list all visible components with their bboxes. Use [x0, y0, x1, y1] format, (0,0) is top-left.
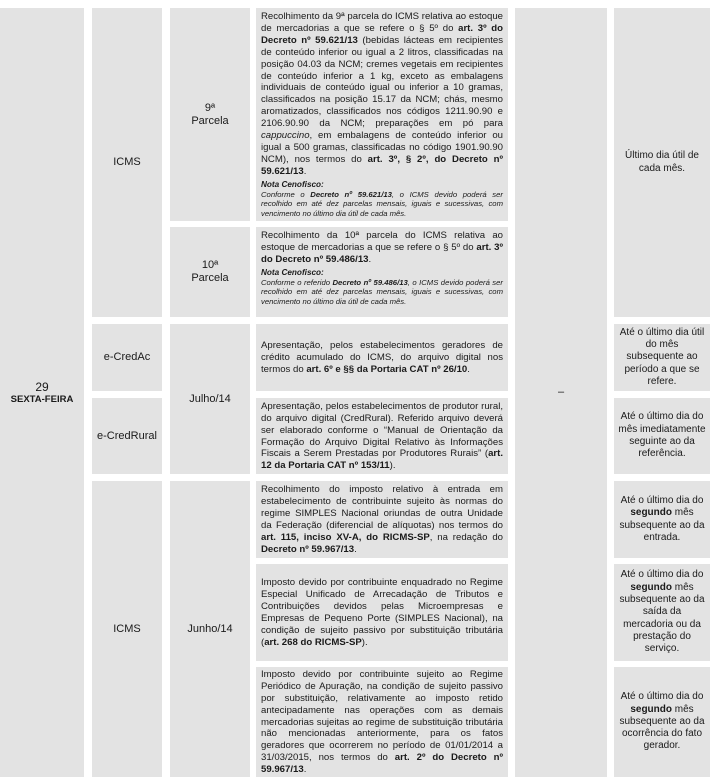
tributo-ecredac-cell: e-CredAc [92, 324, 162, 391]
tributo-icms-cell-2: ICMS [92, 481, 162, 777]
vencimento-cell-parcelas: Último dia útil de cada mês. [614, 8, 710, 317]
description-text: Recolhimento da 9ª parcela do ICMS relativa ao estoque de mercadorias a que se refere o § 5º do art. 3º do Decreto nº 59.621/13 (bebidas lácteas em recipientes de conteúdo inferior ou igual a 2 litros, classificadas na posição 04.03 da NCM; cremes vegetais em recipientes de conteúdo inferior a 1 kg, exceto as embalagens individuais de conteúdo igual ou inferior a 10 gramas, classificados na posição 15.17 da NCM; chás, mesmo aromatizados, classificados nos códigos 1211.90.90 e 2106.90.90 da NCM; preparações em pó para cappuccino, em embalagens de conteúdo inferior ou igual a 500 gramas, classificadas no código 1901.90.90 NCM), nos termos do art. 3º, § 2º, do Decreto nº 59.621/13. [261, 11, 503, 177]
periodo-parcela-10-cell [170, 227, 250, 317]
description-text: Apresentação, pelos estabelecimentos geradores de crédito acumulado do ICMS, do arquivo digital nos termos do art. 6º e §§ da Portaria CAT nº 26/10. [261, 340, 503, 375]
periodo-junho-cell: Junho/14 [170, 481, 250, 777]
date-cell [0, 8, 84, 777]
description-cell-parcela-10 [256, 227, 508, 317]
periodo-label: 9ª Parcela [191, 101, 229, 127]
description-text: Apresentação, pelos estabelecimentos de produtor rural, do arquivo digital (CredRural). Referido arquivo deverá ser elaborado conforme o “Manual de Orientação da Formação do Arquivo Digital Relativo às Informações Fiscais a Serem Prestadas por Produtores Rurais” (art. 12 da Portaria CAT nº 153/11). [261, 400, 503, 472]
date-day-number: 29 [35, 379, 49, 394]
vencimento-cell-rpa-st: Até o último dia do segundo mês subsequente ao da ocorrência do fato gerador. [614, 667, 710, 777]
periodo-julho-cell: Julho/14 [170, 324, 250, 474]
note-title: Nota Cenofisco: [261, 179, 324, 189]
tributo-ecredrural-cell: e-CredRural [92, 398, 162, 474]
vencimento-cell-simples-st: Até o último dia do segundo mês subsequente ao da saída da mercadoria ou da prestação do serviço. [614, 564, 710, 661]
date-weekday: SEXTA-FEIRA [10, 393, 74, 405]
codigo-cell: – [515, 8, 607, 777]
periodo-label: 10ª Parcela [191, 259, 229, 284]
description-cell-simples-entrada [256, 481, 508, 558]
periodo-parcela-9-cell [170, 8, 250, 221]
description-cell-rpa-st [256, 667, 508, 777]
description-text: Imposto devido por contribuinte enquadrado no Regime Especial Unificado de Arrecadação de Tributos e Contribuições devidos pelas Microempresas e Empresas de Pequeno Porte (SIMPLES Nacional), na condição de sujeito passivo por substituição tributária (art. 268 do RICMS-SP). [261, 577, 503, 648]
note-title: Nota Cenofisco: [261, 267, 324, 277]
vencimento-cell-ecredrural: Até o último dia do mês imediatamente seguinte ao da referência. [614, 398, 710, 474]
description-text: Imposto devido por contribuinte sujeito ao Regime Periódico de Apuração, na condição de sujeito passivo por substituição, relativamente ao imposto retido antecipadamente nas operações com as demais mercadorias sujeitas ao regime de substituição tributária não mencionadas anteriormente, para os fatos geradores que ocorrerem no período de 01/01/2014 a 31/03/2015, nos termos do art. 2º do Decreto nº 59.967/13. [261, 668, 503, 776]
description-text: Recolhimento do imposto relativo à entrada em estabelecimento de contribuinte sujeito às normas do regime SIMPLES Nacional oriundas de outra Unidade da Federação (diferencial de alíquotas) nos termos do art. 115, inciso XV-A, do RICMS-SP, na redação do Decreto nº 59.967/13. [261, 484, 503, 555]
note-text: Conforme o referido Decreto nº 59.486/13, o ICMS devido poderá ser recolhido em até dez parcelas mensais, iguais e sucessivas, com vencimento no último dia útil de cada mês. [261, 277, 503, 306]
tributo-icms-cell: ICMS [92, 8, 162, 317]
vencimento-cell-simples-entrada: Até o último dia do segundo mês subsequente ao da entrada. [614, 481, 710, 558]
note-text: Conforme o Decreto nº 59.621/13, o ICMS devido poderá ser recolhido em até dez parcelas mensais, iguais e sucessivas, com vencimento no último dia útil de cada mês. [261, 189, 503, 218]
description-cell-simples-st [256, 564, 508, 661]
vencimento-cell-ecredac: Até o último dia útil do mês subsequente ao período a que se refere. [614, 324, 710, 391]
description-cell-parcela-9 [256, 8, 508, 221]
description-cell-ecredrural [256, 398, 508, 474]
description-text: Recolhimento da 10ª parcela do ICMS relativa ao estoque de mercadorias a que se refere o § 5º do art. 3º do Decreto nº 59.486/13. [261, 230, 504, 265]
description-cell-ecredac [256, 324, 508, 391]
